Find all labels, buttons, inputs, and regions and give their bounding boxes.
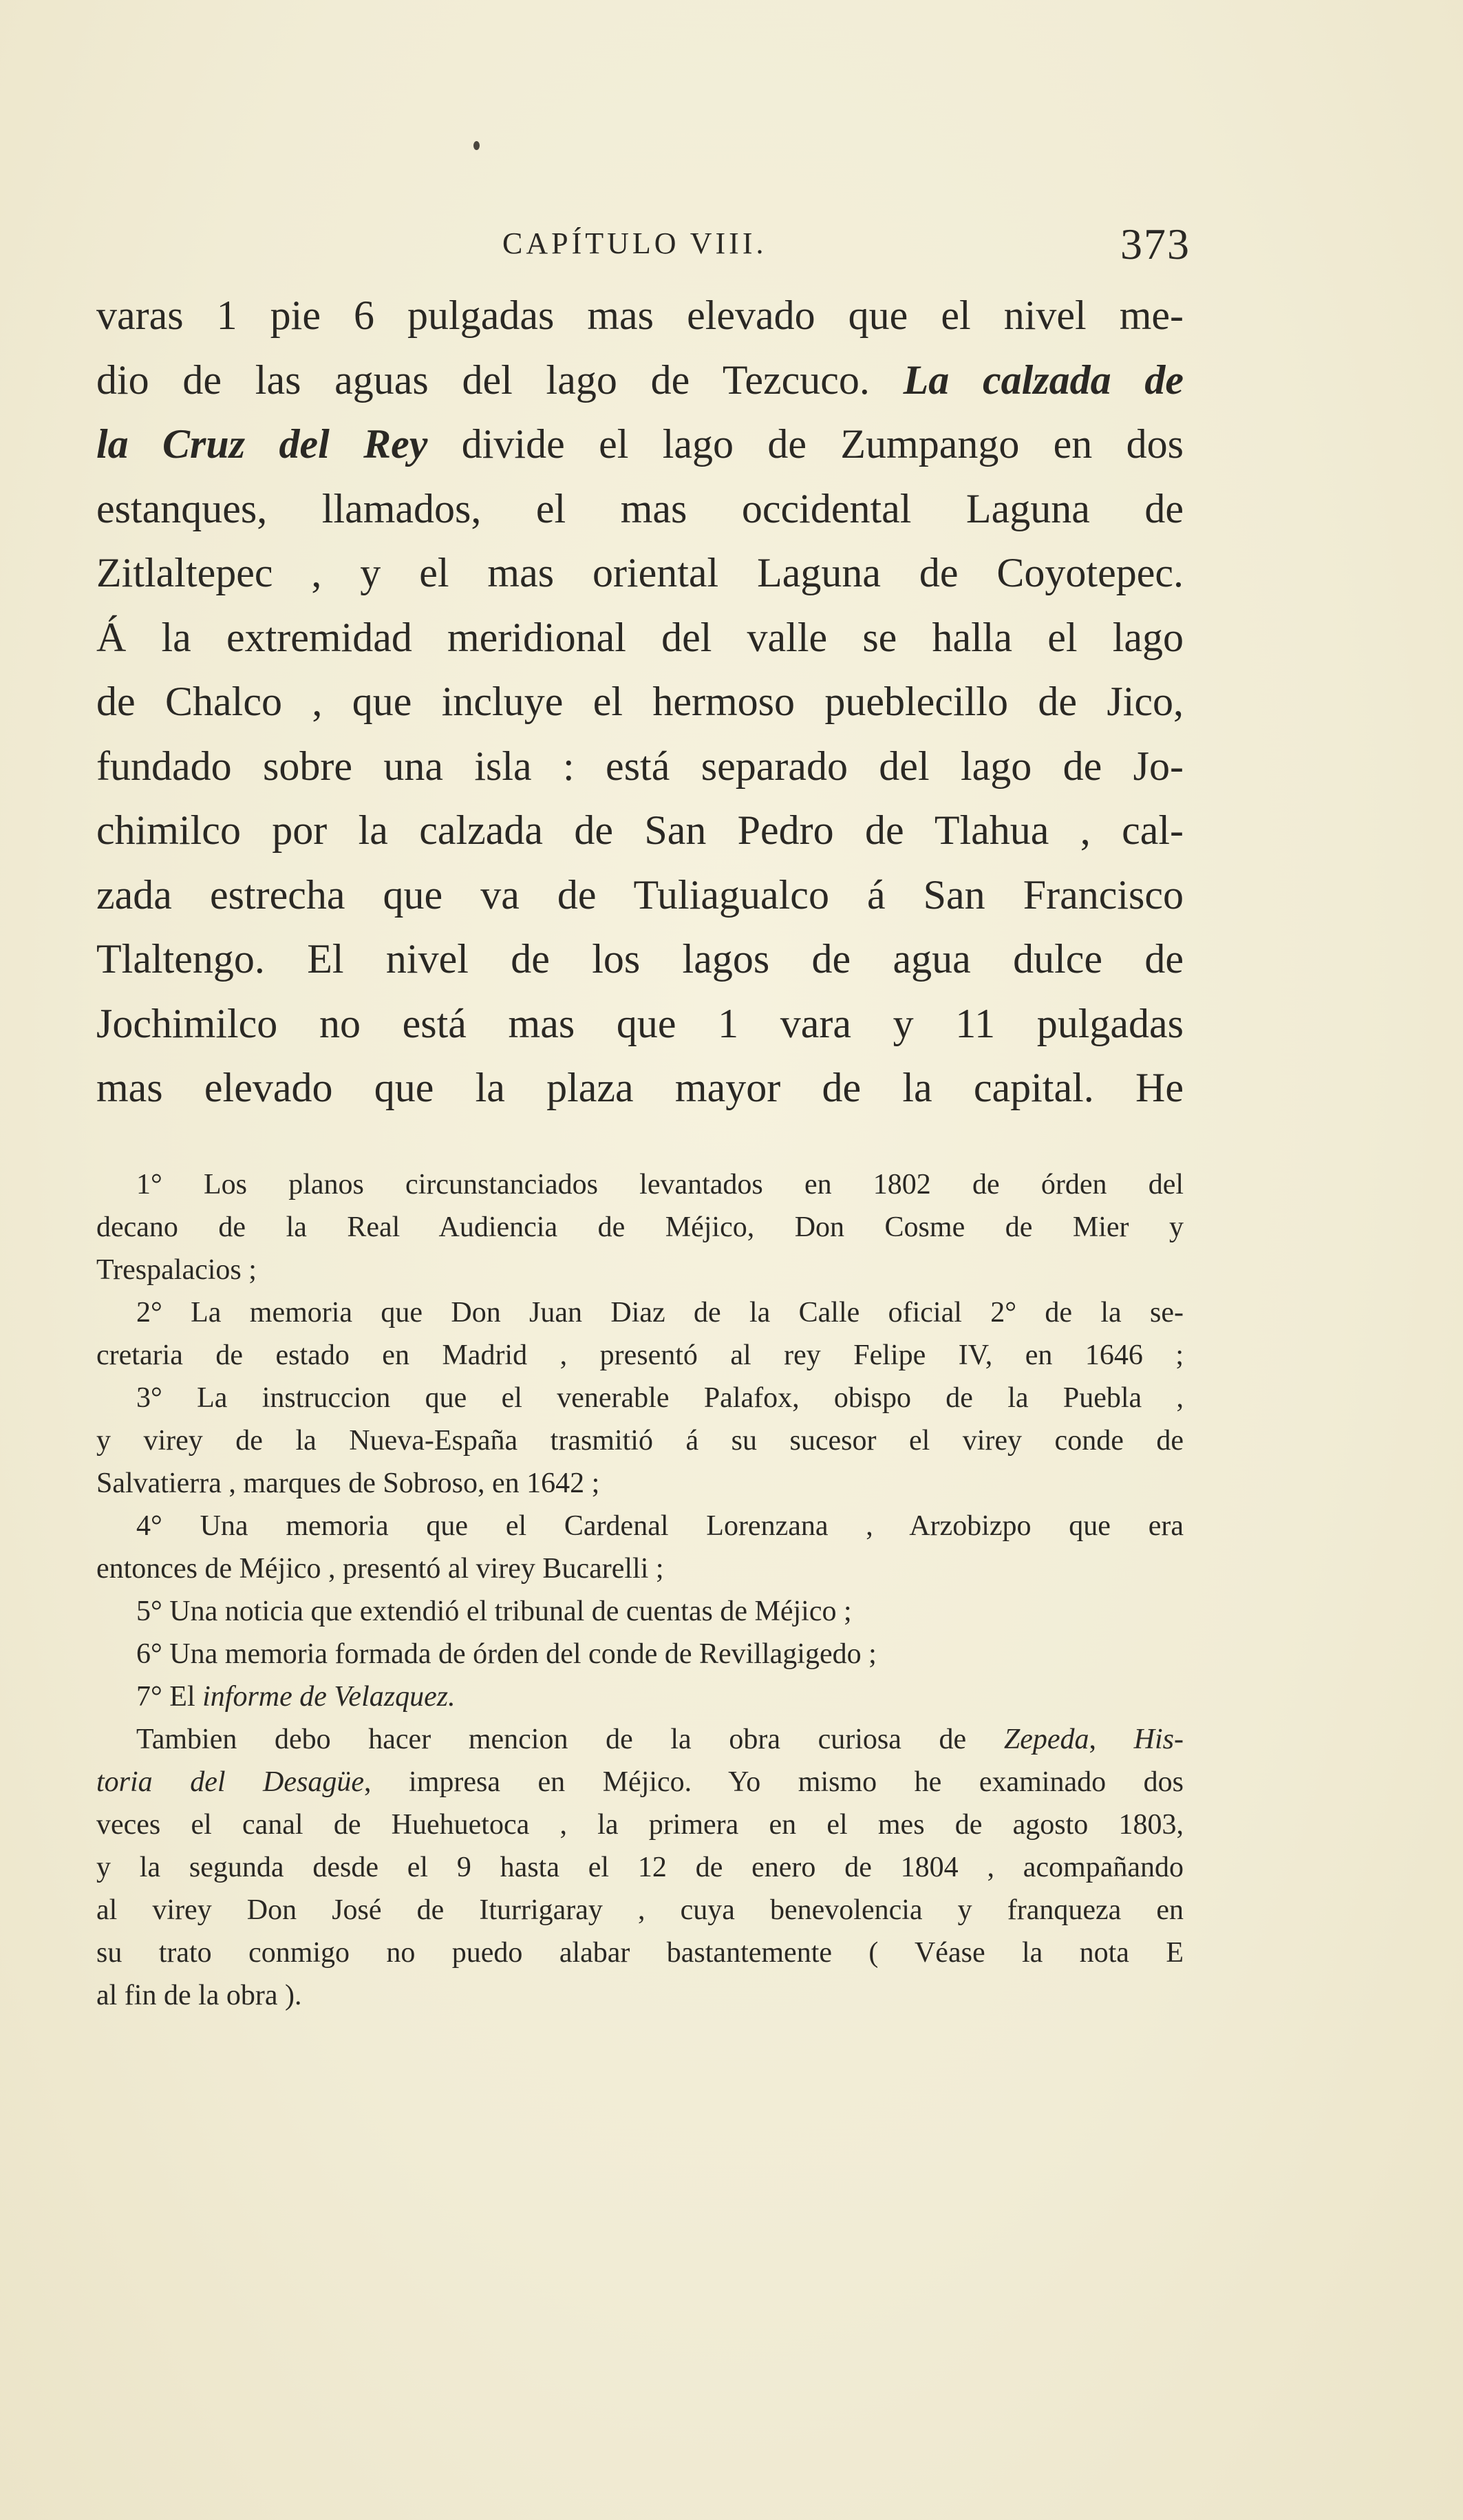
- text-line: mas elevado que la plaza mayor de la capital. He: [96, 1065, 1184, 1110]
- italic-phrase: toria del Desagüe: [96, 1766, 365, 1798]
- text-line: dio de las aguas del lago de Tezcuco. La calzada de: [96, 357, 1184, 403]
- footnote-line: su trato conmigo no puedo alabar bastantemente ( Véase la nota E: [96, 1937, 1184, 1969]
- text-line: varas 1 pie 6 pulgadas mas elevado que el nivel me-: [96, 293, 1184, 338]
- footnote-line: 6° Una memoria formada de órden del conde de Revillagigedo ;: [136, 1638, 877, 1670]
- text-line: Á la extremidad meridional del valle se halla el lago: [96, 614, 1184, 660]
- italic-phrase: La calzada de: [903, 357, 1184, 403]
- text-line: Jochimilco no está mas que 1 vara y 11 pulgadas: [96, 1000, 1184, 1046]
- text-line: estanques, llamados, el mas occidental Laguna de: [96, 485, 1184, 531]
- footnote-line: 2° La memoria que Don Juan Diaz de la Calle oficial 2° de la se-: [136, 1297, 1184, 1328]
- footnote-line: Salvatierra , marques de Sobroso, en 1642 ;: [96, 1468, 600, 1499]
- footnote-line: 7° El informe de Velazquez.: [136, 1681, 456, 1713]
- footnote-line: toria del Desagüe, impresa en Méjico. Yo mismo he examinado dos: [96, 1766, 1184, 1798]
- footnote-line: 5° Una noticia que extendió el tribunal de cuentas de Méjico ;: [136, 1596, 852, 1627]
- ink-speck: [473, 141, 480, 150]
- main-text: [96, 284, 1184, 1121]
- footnote-line: y la segunda desde el 9 hasta el 12 de enero de 1804 , acompañando: [96, 1852, 1184, 1883]
- text-line: zada estrecha que va de Tuliagualco á San Francisco: [96, 871, 1184, 918]
- footnote-line: veces el canal de Huehuetoca , la primera en el mes de agosto 1803,: [96, 1809, 1184, 1841]
- running-header: [96, 219, 1190, 274]
- footnote-line: al fin de la obra ).: [96, 1980, 302, 2011]
- footnote-line: entonces de Méjico , presentó al virey Bucarelli ;: [96, 1553, 664, 1585]
- page-number: 373: [1120, 220, 1190, 268]
- footnotes: [96, 1163, 1184, 2017]
- italic-phrase: informe de Velazquez.: [202, 1681, 456, 1713]
- text-line: de Chalco , que incluye el hermoso pueblecillo de Jico,: [96, 679, 1184, 724]
- text-line: Tlaltengo. El nivel de los lagos de agua dulce de: [96, 936, 1184, 982]
- text-line: fundado sobre una isla : está separado del lago de Jo-: [96, 743, 1184, 789]
- running-title: CAPÍTULO VIII.: [502, 226, 767, 260]
- italic-phrase: la Cruz del Rey: [96, 421, 428, 467]
- text-line: la Cruz del Rey divide el lago de Zumpango en dos: [96, 421, 1184, 467]
- footnote-line: cretaria de estado en Madrid , presentó al rey Felipe IV, en 1646 ;: [96, 1340, 1184, 1371]
- footnote-line: 3° La instruccion que el venerable Palafox, obispo de la Puebla ,: [136, 1382, 1184, 1414]
- footnote-line: decano de la Real Audiencia de Méjico, Don Cosme de Mier y: [96, 1211, 1184, 1243]
- italic-phrase: Zepeda: [1003, 1724, 1089, 1755]
- footnote-line: y virey de la Nueva-España trasmitió á su sucesor el virey conde de: [96, 1425, 1184, 1457]
- footnote-line: al virey Don José de Iturrigaray , cuya benevolencia y franqueza en: [96, 1894, 1184, 1926]
- footnote-line: Trespalacios ;: [96, 1254, 257, 1286]
- text-line: Zitlaltepec , y el mas oriental Laguna de Coyotepec.: [96, 550, 1184, 595]
- footnote-line: Tambien debo hacer mencion de la obra curiosa de Zepeda, His-: [136, 1724, 1184, 1755]
- text-line: chimilco por la calzada de San Pedro de Tlahua , cal-: [96, 807, 1184, 853]
- italic-phrase: His-: [1133, 1724, 1184, 1755]
- footnote-line: 1° Los planos circunstanciados levantados en 1802 de órden del: [136, 1169, 1184, 1200]
- footnote-line: 4° Una memoria que el Cardenal Lorenzana , Arzobizpo que era: [136, 1510, 1184, 1542]
